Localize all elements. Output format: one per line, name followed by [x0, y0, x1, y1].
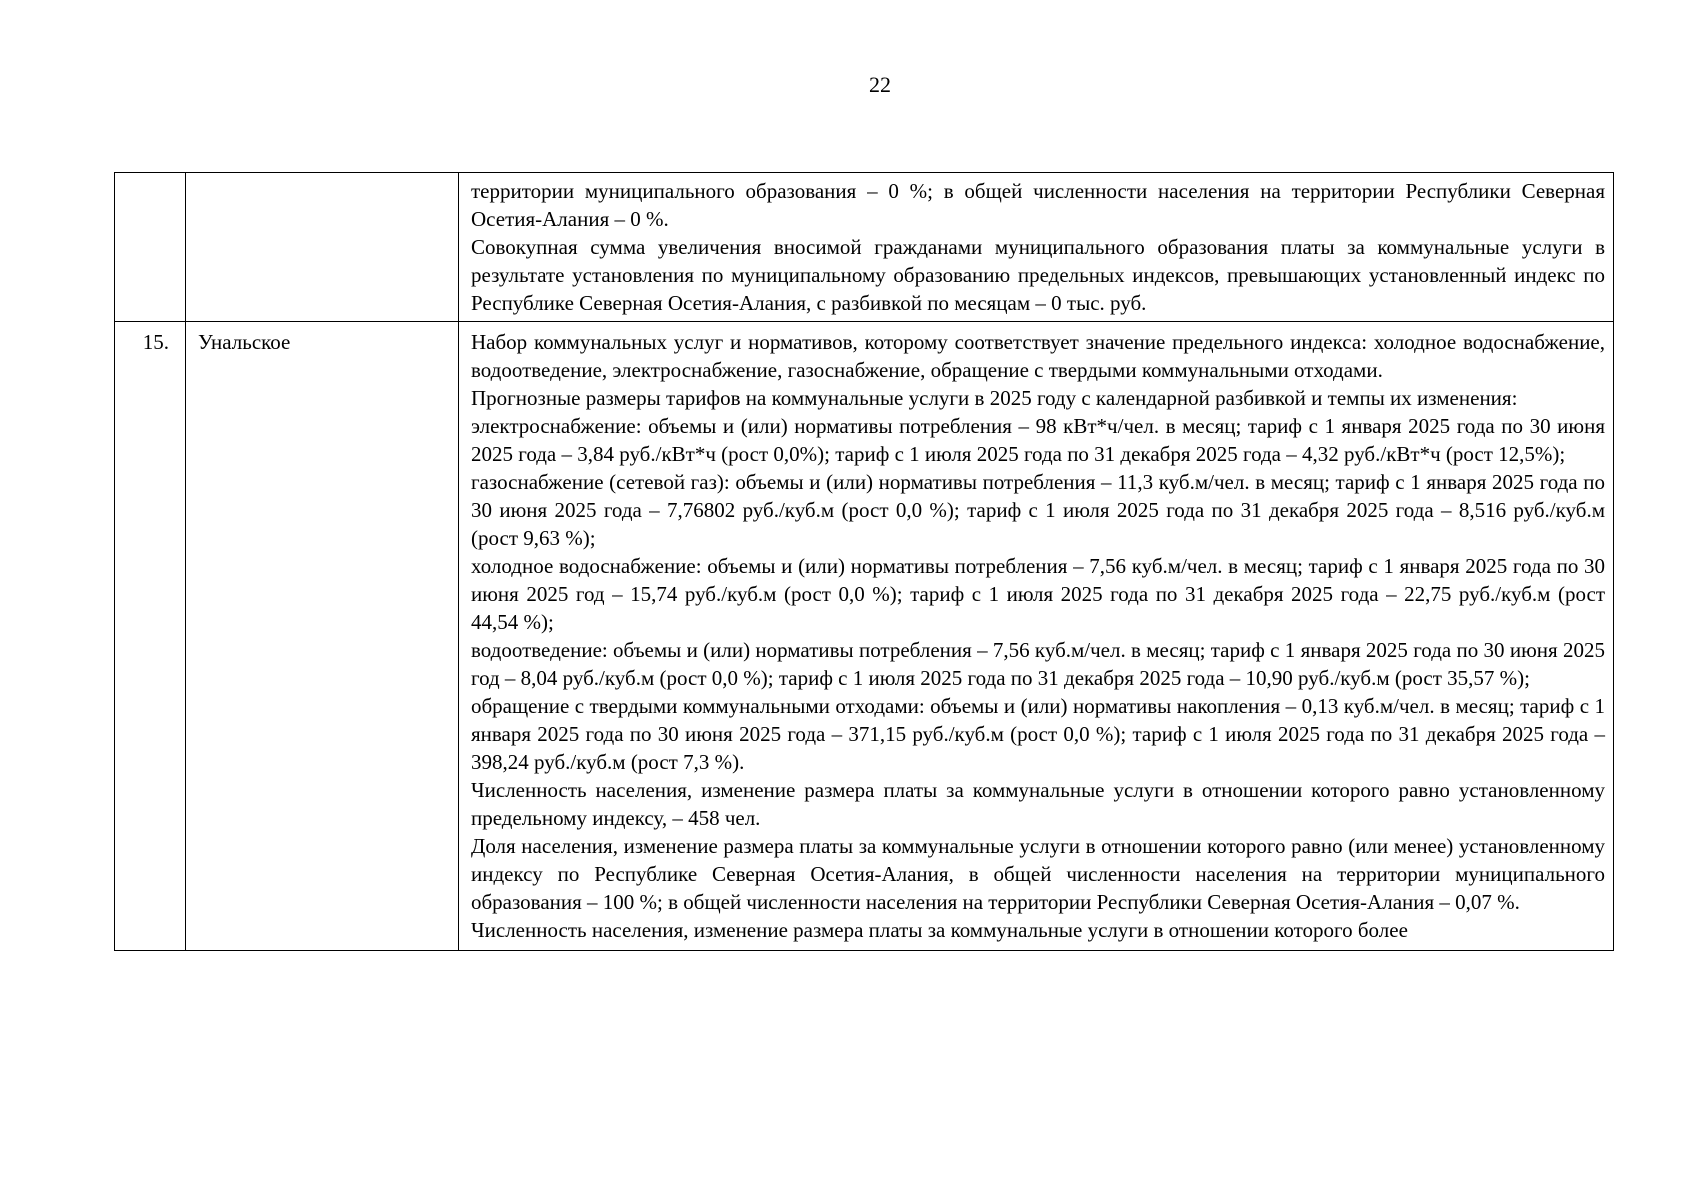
document-table [114, 172, 1614, 951]
paragraph: Набор коммунальных услуг и нормативов, которому соответствует значение предельного индекса: холодное водоснабжение, водоотведение, электроснабжение, газоснабжение, обращение с твердыми коммунальными отходами. [471, 330, 1605, 382]
municipality-name-cell [186, 173, 459, 322]
paragraph: газоснабжение (сетевой газ): объемы и (или) нормативы потребления – 11,3 куб.м/чел. в месяц; тариф с 1 января 2025 года по 30 июня 2025 года – 7,76802 руб./куб.м (рост 0,0 %); тариф с 1 июля 2025 года по 31 декабря 2025 года – 8,516 руб./куб.м (рост 9,63 %); [471, 470, 1605, 550]
table-row [115, 173, 1614, 322]
paragraph: Численность населения, изменение размера платы за коммунальные услуги в отношении которого равно установленному предельному индексу, – 458 чел. [471, 778, 1605, 830]
paragraph: холодное водоснабжение: объемы и (или) нормативы потребления – 7,56 куб.м/чел. в месяц; тариф с 1 января 2025 года по 30 июня 2025 год – 15,74 руб./куб.м (рост 0,0 %); тариф с 1 июля 2025 года по 31 декабря 2025 года – 22,75 руб./куб.м (рост 44,54 %); [471, 554, 1605, 634]
page-number: 22 [869, 72, 891, 97]
row-number-cell: 15. [115, 322, 186, 951]
description-cell [459, 173, 1614, 322]
municipality-name-cell: Унальское [186, 322, 459, 951]
paragraph: Прогнозные размеры тарифов на коммунальные услуги в 2025 году с календарной разбивкой и темпы их изменения: [471, 386, 1518, 410]
row-number-cell [115, 173, 186, 322]
table-row [115, 322, 1614, 951]
paragraph: территории муниципального образования – 0 %; в общей численности населения на территории Республики Северная Осетия-Алания – 0 %. [471, 179, 1605, 231]
paragraph: водоотведение: объемы и (или) нормативы потребления – 7,56 куб.м/чел. в месяц; тариф с 1 января 2025 года по 30 июня 2025 год – 8,04 руб./куб.м (рост 0,0 %); тариф с 1 июля 2025 года по 31 декабря 2025 года – 10,90 руб./куб.м (рост 35,57 %); [471, 638, 1605, 690]
paragraph: обращение с твердыми коммунальными отходами: объемы и (или) нормативы накопления – 0,13 куб.м/чел. в месяц; тариф с 1 января 2025 года по 30 июня 2025 года – 371,15 руб./куб.м (рост 0,0 %); тариф с 1 июля 2025 года по 31 декабря 2025 года –398,24 руб./куб.м (рост 7,3 %). [471, 694, 1605, 774]
paragraph: Доля населения, изменение размера платы за коммунальные услуги в отношении которого равно (или менее) установленному индексу по Республике Северная Осетия-Алания, в общей численности населения на территории муниципального образования – 100 %; в общей численности населения на территории Республики Северная Осетия-Алания – 0,07 %. [471, 834, 1605, 914]
paragraph: Совокупная сумма увеличения вносимой гражданами муниципального образования платы за коммунальные услуги в результате установления по муниципальному образованию предельных индексов, превышающих установленный индекс по Республике Северная Осетия-Алания, с разбивкой по месяцам – 0 тыс. руб. [471, 235, 1605, 315]
description-cell [459, 322, 1614, 951]
paragraph: электроснабжение: объемы и (или) нормативы потребления – 98 кВт*ч/чел. в месяц; тариф с 1 января 2025 года по 30 июня 2025 года – 3,84 руб./кВт*ч (рост 0,0%); тариф с 1 июля 2025 года по 31 декабря 2025 года – 4,32 руб./кВт*ч (рост 12,5%); [471, 414, 1605, 466]
paragraph: Численность населения, изменение размера платы за коммунальные услуги в отношении которого более [471, 918, 1408, 942]
